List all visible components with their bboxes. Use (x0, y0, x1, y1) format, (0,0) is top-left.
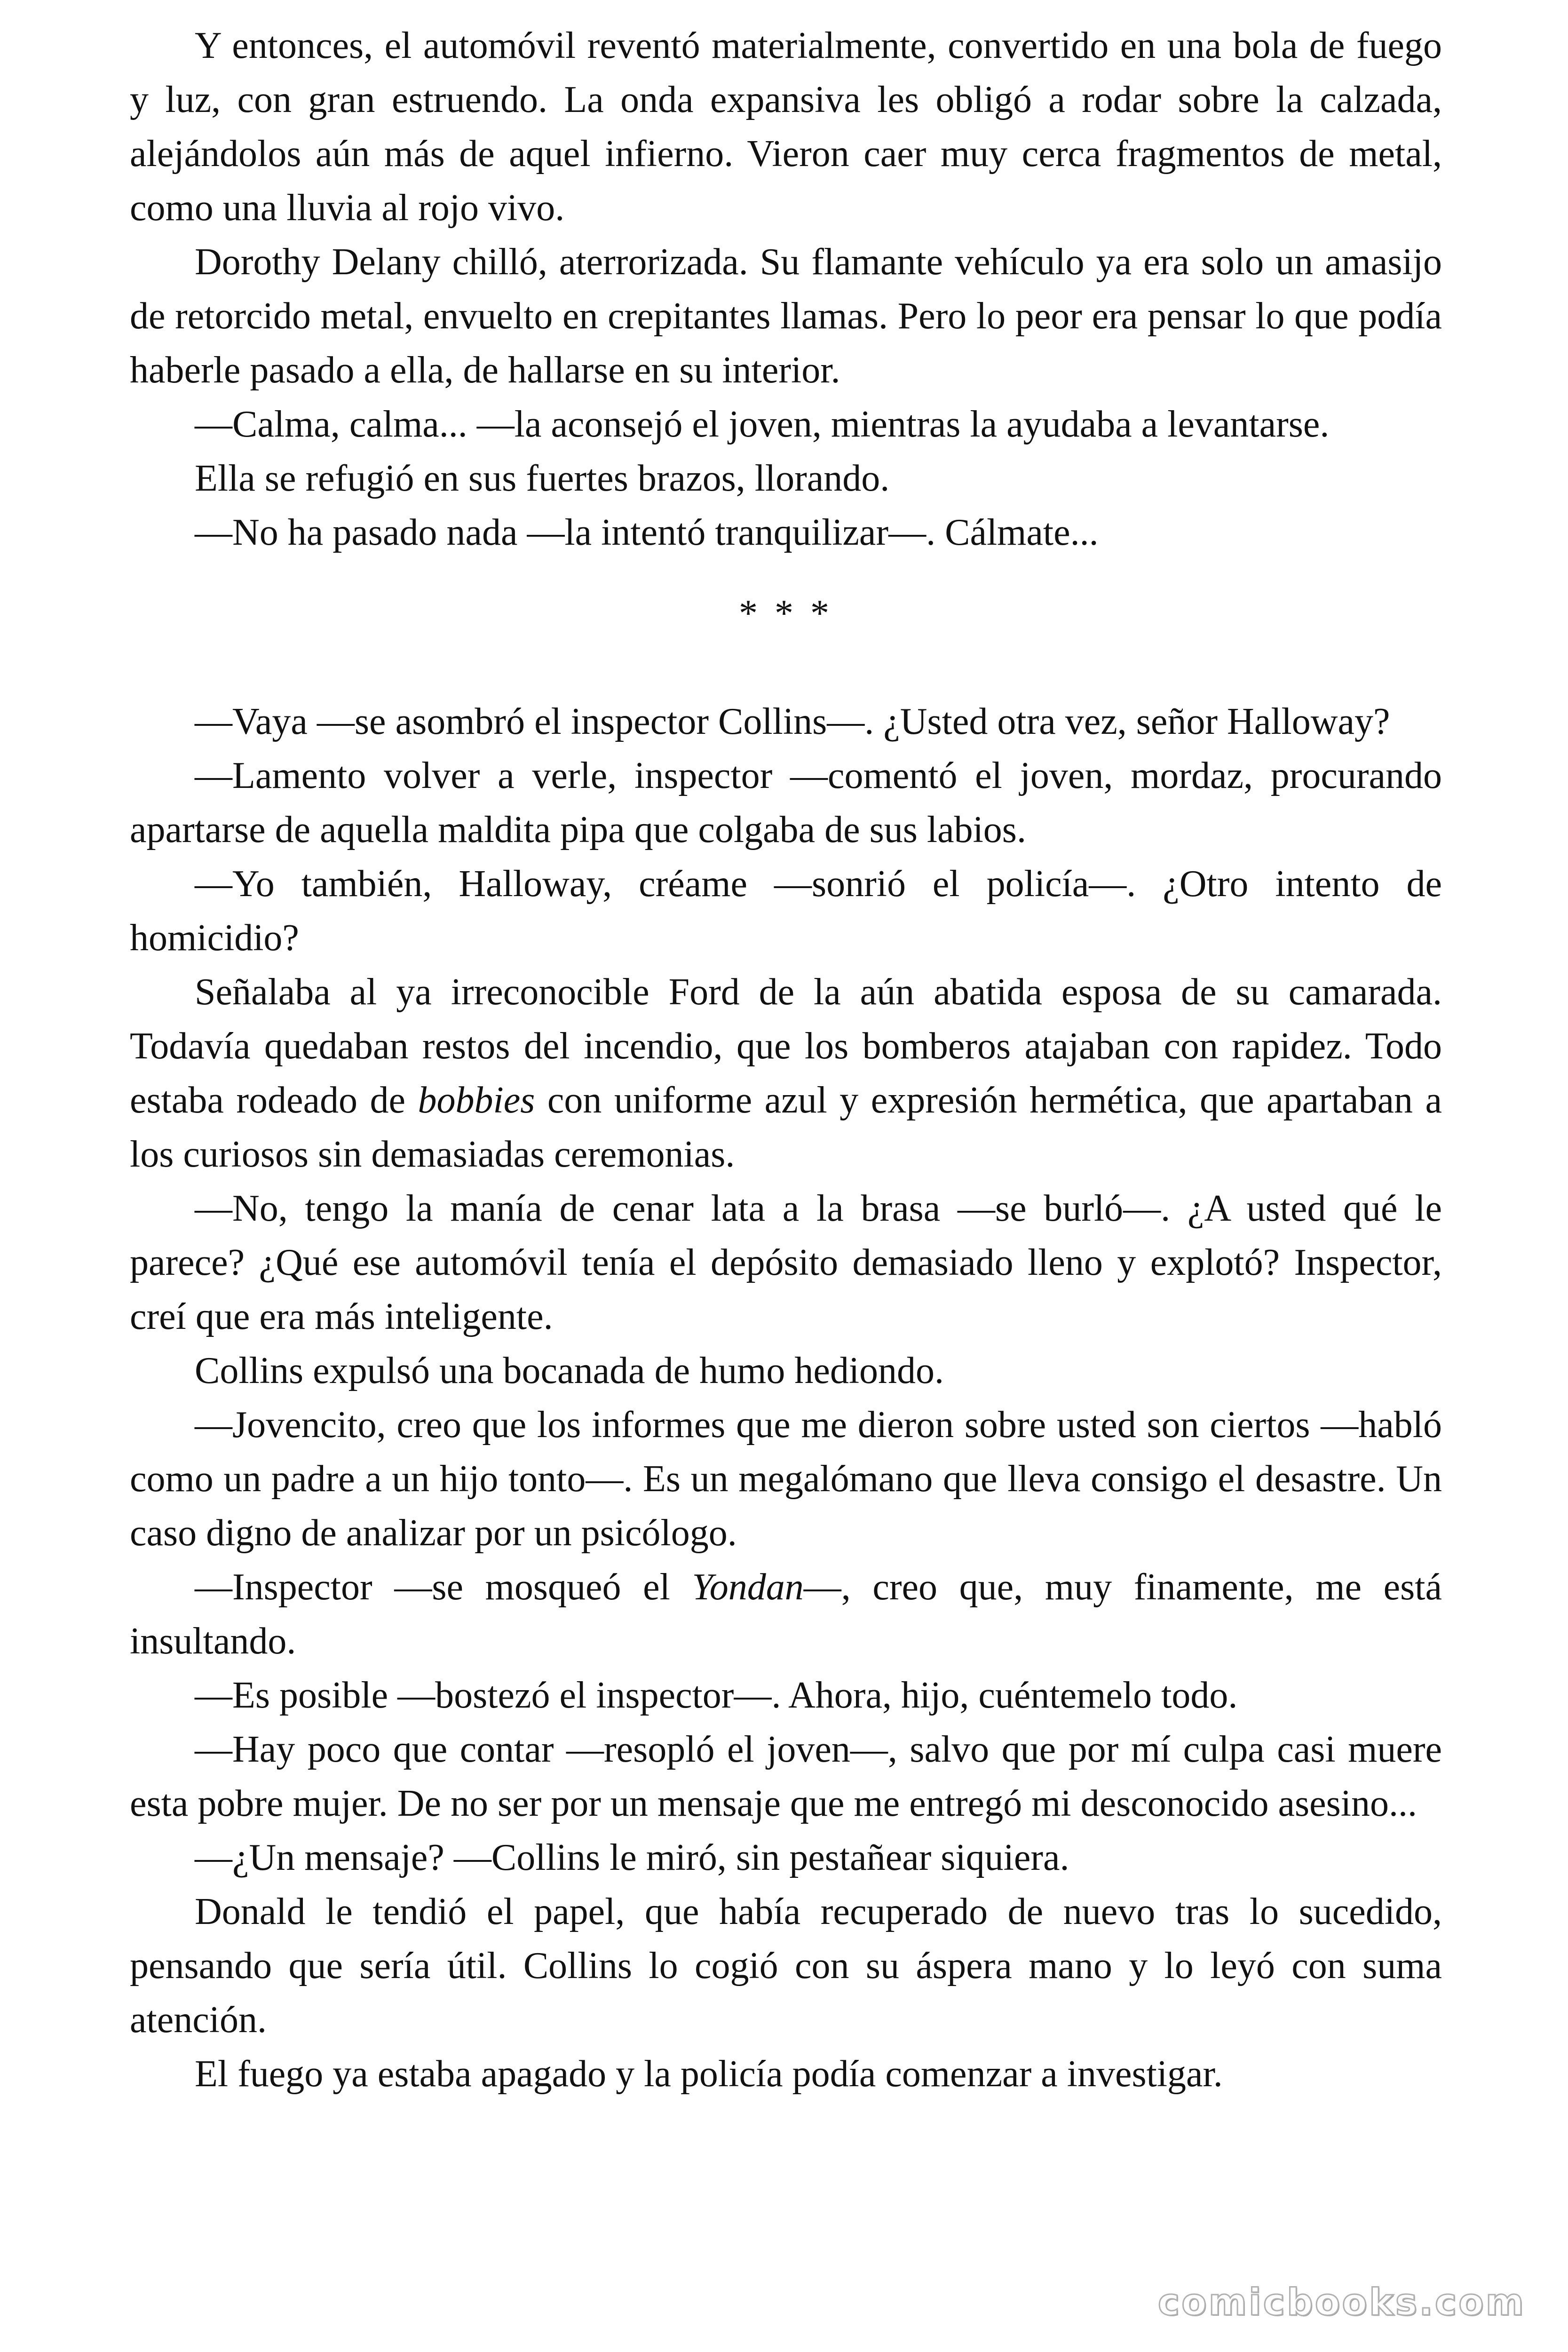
paragraph: —Calma, calma... —la aconsejó el joven, mientras la ayudaba a levantarse. (195, 404, 1330, 445)
paragraph: —Yo también, Halloway, créame —sonrió el policía—. ¿Otro intento de homicidio? (130, 863, 1442, 959)
paragraph: —Jovencito, creo que los informes que me dieron sobre usted son ciertos —habló como un padre a un hijo tonto—. Es un megalómano que lleva consigo el desastre. Un caso digno de analizar por un psicólogo. (130, 1404, 1442, 1554)
paragraph: Ella se refugió en sus fuertes brazos, llorando. (195, 458, 890, 499)
paragraph: —Lamento volver a verle, inspector —comentó el joven, mordaz, procurando apartarse de aquella maldita pipa que colgaba de sus labios. (130, 755, 1442, 850)
text-run: Señalaba al ya irreconocible Ford de la aún abatida esposa de su camarada. Todavía quedaban restos del incendio, que los bomberos atajaban con rapidez. Todo estaba rodeado de (130, 971, 1442, 1121)
text-run: —, creo que, muy finamente, me está insultando. (130, 1566, 1442, 1662)
paragraph (130, 1560, 1442, 1669)
book-page (130, 19, 1442, 2101)
paragraph: Collins expulsó una bocanada de humo hediondo. (195, 1350, 944, 1391)
scene-break: * * * (739, 593, 833, 634)
text-run: con uniforme azul y expresión hermética, que apartaban a los curiosos sin demasiadas ceremonias. (130, 1080, 1442, 1175)
italic-name: Yondan (692, 1566, 804, 1608)
paragraph: —Vaya —se asombró el inspector Collins—. ¿Usted otra vez, señor Halloway? (195, 701, 1390, 742)
paragraph: —¿Un mensaje? —Collins le miró, sin pestañear siquiera. (195, 1837, 1069, 1878)
paragraph: —No ha pasado nada —la intentó tranquilizar—. Cálmate... (195, 512, 1099, 553)
paragraph: Donald le tendió el papel, que había recuperado de nuevo tras lo sucedido, pensando que sería útil. Collins lo cogió con su áspera mano y lo leyó con suma atención. (130, 1891, 1442, 2041)
watermark-logo: comicbooks.com (1157, 2281, 1526, 2324)
paragraph: —Es posible —bostezó el inspector—. Ahora, hijo, cuéntemelo todo. (195, 1675, 1238, 1716)
paragraph: El fuego ya estaba apagado y la policía podía comenzar a investigar. (195, 2053, 1223, 2095)
italic-term: bobbies (418, 1080, 535, 1121)
paragraph: Y entonces, el automóvil reventó materialmente, convertido en una bola de fuego y luz, con gran estruendo. La onda expansiva les obligó a rodar sobre la calzada, alejándolos aún más de aquel infierno. Vieron caer muy cerca fragmentos de metal, como una lluvia al rojo vivo. (130, 25, 1442, 229)
text-run: —Inspector —se mosqueó el (195, 1566, 692, 1608)
paragraph: Dorothy Delany chilló, aterrorizada. Su flamante vehículo ya era solo un amasijo de retorcido metal, envuelto en crepitantes llamas. Pero lo peor era pensar lo que podía haberle pasado a ella, de hallarse en su interior. (130, 241, 1442, 391)
paragraph (130, 965, 1442, 1182)
paragraph: —Hay poco que contar —resopló el joven—, salvo que por mí culpa casi muere esta pobre mujer. De no ser por un mensaje que me entregó mi desconocido asesino... (130, 1729, 1442, 1824)
paragraph: —No, tengo la manía de cenar lata a la brasa —se burló—. ¿A usted qué le parece? ¿Qué ese automóvil tenía el depósito demasiado lleno y explotó? Inspector, creí que era más inteligente. (130, 1188, 1442, 1337)
